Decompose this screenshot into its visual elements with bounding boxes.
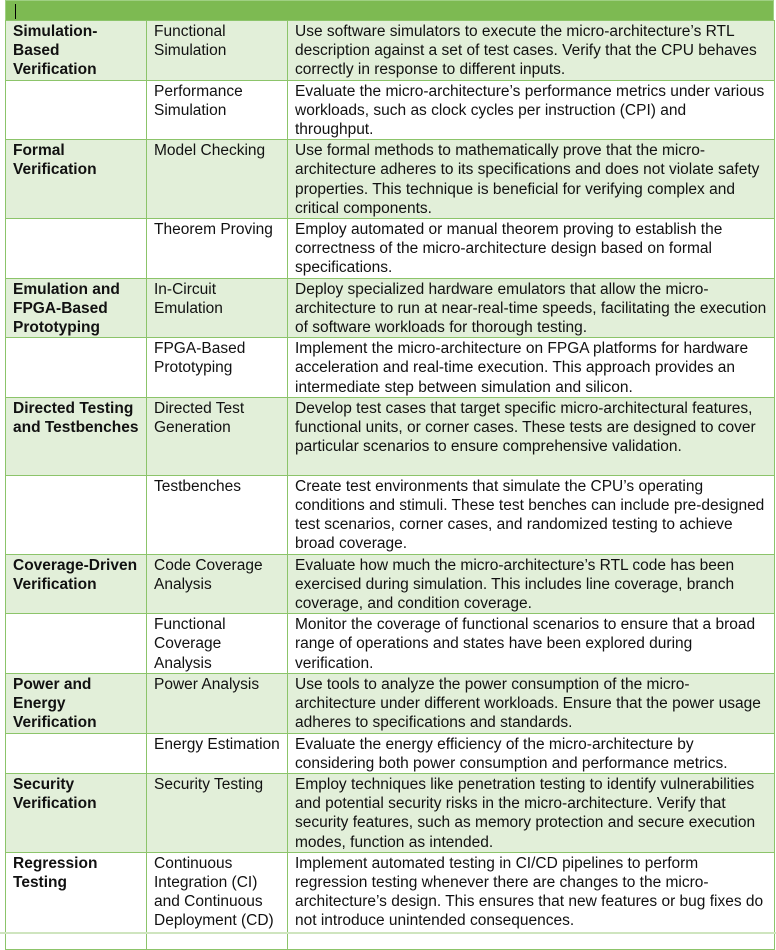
description-cell: Implement the micro-architecture on FPGA platforms for hardware acceleration and real-time execution. This approach provides an intermediate step between simulation and silicon. bbox=[288, 338, 775, 398]
category-cell: Emulation and FPGA-Based Prototyping bbox=[6, 278, 147, 338]
technique-cell: Testbenches bbox=[147, 475, 288, 554]
description-cell: Deploy specialized hardware emulators that allow the micro-architecture to run at near-real-time speeds, facilitating the execution of software workloads for thorough testing. bbox=[288, 278, 775, 338]
table-row bbox=[6, 614, 775, 674]
table-row bbox=[6, 673, 775, 733]
description-cell: Evaluate the micro-architecture’s performance metrics under various workloads, such as clock cycles per instruction (CPI) and throughput. bbox=[288, 80, 775, 140]
description-cell: Create test environments that simulate the CPU’s operating conditions and stimuli. These test benches can include pre-designed test scenarios, corner cases, and randomized testing to achieve broad coverage. bbox=[288, 475, 775, 554]
description-cell: Evaluate how much the micro-architecture’s RTL code has been exercised during simulation. This includes line coverage, branch coverage, and condition coverage. bbox=[288, 554, 775, 614]
text-cursor bbox=[15, 4, 16, 19]
verification-table-container bbox=[5, 0, 774, 950]
table-row bbox=[6, 338, 775, 398]
category-cell bbox=[6, 733, 147, 773]
technique-cell: Functional Coverage Analysis bbox=[147, 614, 288, 674]
category-cell bbox=[6, 614, 147, 674]
category-cell: Directed Testing and Testbenches bbox=[6, 397, 147, 475]
category-cell: Power and Energy Verification bbox=[6, 673, 147, 733]
table-row bbox=[6, 21, 775, 81]
category-cell bbox=[6, 475, 147, 554]
description-cell: Evaluate the energy efficiency of the micro-architecture by considering both power consumption and performance metrics. bbox=[288, 733, 775, 773]
category-cell: Regression Testing bbox=[6, 852, 147, 949]
table-row bbox=[6, 397, 775, 475]
category-cell: Formal Verification bbox=[6, 140, 147, 219]
table-row bbox=[6, 733, 775, 773]
table-row bbox=[6, 554, 775, 614]
technique-cell: Model Checking bbox=[147, 140, 288, 219]
description-cell: Use tools to analyze the power consumption of the micro-architecture under different workloads. Ensure that the power usage adheres to specifications and standards. bbox=[288, 673, 775, 733]
table-row bbox=[6, 80, 775, 140]
category-cell: Simulation-Based Verification bbox=[6, 21, 147, 81]
category-cell bbox=[6, 338, 147, 398]
verification-table bbox=[5, 20, 775, 950]
category-cell bbox=[6, 80, 147, 140]
technique-cell: Power Analysis bbox=[147, 673, 288, 733]
technique-cell: Energy Estimation bbox=[147, 733, 288, 773]
description-cell: Use software simulators to execute the micro-architecture’s RTL description against a set of test cases. Verify that the CPU behaves correctly in response to different inputs. bbox=[288, 21, 775, 81]
page-bottom-divider bbox=[0, 932, 776, 934]
category-cell: Coverage-Driven Verification bbox=[6, 554, 147, 614]
table-header-bar bbox=[5, 0, 774, 20]
table-row bbox=[6, 219, 775, 279]
category-cell bbox=[6, 219, 147, 279]
technique-cell: Performance Simulation bbox=[147, 80, 288, 140]
technique-cell: Directed Test Generation bbox=[147, 397, 288, 475]
technique-cell: In-Circuit Emulation bbox=[147, 278, 288, 338]
technique-cell: Functional Simulation bbox=[147, 21, 288, 81]
table-row bbox=[6, 140, 775, 219]
table-row bbox=[6, 475, 775, 554]
description-cell: Monitor the coverage of functional scenarios to ensure that a broad range of operations and states have been explored during verification. bbox=[288, 614, 775, 674]
description-cell: Employ automated or manual theorem proving to establish the correctness of the micro-architecture design based on formal specifications. bbox=[288, 219, 775, 279]
technique-cell: Continuous Integration (CI) and Continuous Deployment (CD) bbox=[147, 852, 288, 949]
technique-cell: Theorem Proving bbox=[147, 219, 288, 279]
description-cell: Implement automated testing in CI/CD pipelines to perform regression testing whenever there are changes to the micro-architecture’s design. This ensures that new features or bug fixes do not introduce unintended consequences. bbox=[288, 852, 775, 949]
technique-cell: Security Testing bbox=[147, 773, 288, 852]
table-row bbox=[6, 278, 775, 338]
technique-cell: Code Coverage Analysis bbox=[147, 554, 288, 614]
technique-cell: FPGA-Based Prototyping bbox=[147, 338, 288, 398]
description-cell: Employ techniques like penetration testing to identify vulnerabilities and potential security risks in the micro-architecture. Verify that security features, such as memory protection and secure execution modes, function as intended. bbox=[288, 773, 775, 852]
description-cell: Develop test cases that target specific micro-architectural features, functional units, or corner cases. These tests are designed to cover particular scenarios to ensure comprehensive validation. bbox=[288, 397, 775, 475]
description-cell: Use formal methods to mathematically prove that the micro-architecture adheres to its specifications and does not violate safety properties. This technique is beneficial for verifying complex and critical components. bbox=[288, 140, 775, 219]
table-row bbox=[6, 773, 775, 852]
category-cell: Security Verification bbox=[6, 773, 147, 852]
